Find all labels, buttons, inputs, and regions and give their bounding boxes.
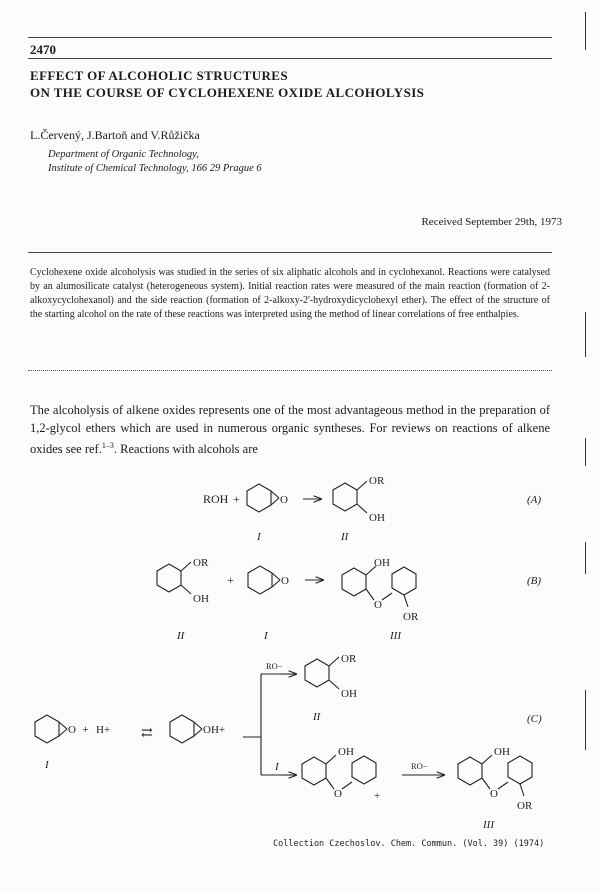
oh-label: OH [494,746,510,758]
cation-charge: + [374,790,381,802]
plus-sign: + [233,492,240,506]
affiliation [48,148,262,176]
cyclohexene-oxide-ring-c [35,715,67,743]
oh-label: OH [338,746,354,758]
title-line-2: ON THE COURSE OF CYCLOHEXENE OXIDE ALCOHOLYSIS [30,85,425,100]
or-label: OR [341,653,357,665]
equation-label-c: (C) [527,713,542,725]
oh-label: OH [341,688,357,700]
body-text: The alcoholysis of alkene oxides represents one of the most advantageous method in the preparation of 1,2-glycol ethers which are used in numerous organic syntheses. For reviews on reactions of alkene oxides see ref. [30,403,550,457]
page-number: 2470 [30,42,56,57]
ro-minus-label: RO− [411,761,428,771]
paper-title [30,67,570,101]
affiliation-line-2: Institute of Chemical Technology, 166 29 Prague 6 [48,163,262,174]
proton-label: H+ [96,724,111,736]
plus-sign: + [82,722,89,736]
margin-line [585,12,586,50]
received-date: Received September 29th, 1973 [421,216,562,228]
authors: L.Červený, J.Bartoň and V.Růžička [30,128,200,142]
margin-line [585,312,586,357]
compound-label-iii: III [390,630,401,642]
oxonium-label: OH+ [203,724,226,736]
cyclohexene-oxide-ring-a [247,484,279,512]
compound-label-i: I [257,531,261,543]
title-line-1: EFFECT OF ALCOHOLIC STRUCTURES [30,68,288,83]
reaction-scheme [0,455,600,835]
roh-label: ROH [203,492,229,506]
body-paragraph [30,401,550,458]
ether-oxygen-label: O [490,788,498,800]
oxygen-label: O [280,494,288,506]
ether-oxygen-label: O [374,599,382,611]
top-rule [28,37,552,38]
abstract-bottom-rule [28,370,552,371]
compound-label-ii: II [313,711,321,723]
compound-label-i: I [45,759,49,771]
plus-sign: + [227,573,234,587]
or-label: OR [369,475,385,487]
cation-intermediate [302,755,376,789]
oh-label: OH [369,512,385,524]
oh-label: OH [374,557,390,569]
branch-lines [243,674,293,775]
abstract-top-rule [28,252,552,253]
oh-label: OH [193,593,209,605]
compound-label-iii: III [483,819,494,831]
header-rule [28,58,552,59]
oxygen-label: O [281,575,289,587]
reactant-ring-ii-b [157,562,191,594]
protonated-oxide-ring [170,715,202,743]
or-label: OR [403,611,419,623]
or-label: OR [517,800,533,812]
cyclohexene-oxide-ring-b [248,566,280,594]
abstract: Cyclohexene oxide alcoholysis was studied in the series of six aliphatic alcohols and in cyclohexanol. Reactions were catalysed by an alumosilicate catalyst (heterogeneous system). Initial reaction rates were measured of the main reaction (formation of 2-alkoxycyclohexanol) and the side reaction (formation of 2-alkoxy-2'-hydroxydicyclohexyl ether). The effect of the structure of the starting alcohol on the rate of these reactions was interpreted using the method of linear correlations of free enthalpies. [30,267,550,320]
compound-label-i: I [275,761,279,773]
ref-superscript: 1–3 [101,441,114,450]
product-ring-ii-c [305,657,339,689]
equilibrium-arrow: ⇄ [141,726,153,741]
ro-minus-label: RO− [266,661,283,671]
journal-footer: Collection Czechoslov. Chem. Commun. (Vol. 39) (1974) [273,839,545,849]
product-ring-ii-a [333,481,367,513]
compound-label-i: I [264,630,268,642]
ether-oxygen-label: O [334,788,342,800]
or-label: OR [193,557,209,569]
compound-label-ii: II [177,630,185,642]
oxygen-label: O [68,724,76,736]
body-text-end: . Reactions with alcohols are [113,442,258,457]
equation-label-b: (B) [527,575,542,587]
equation-label-a: (A) [527,494,542,506]
compound-label-ii: II [341,531,349,543]
affiliation-line-1: Department of Organic Technology, [48,149,199,160]
